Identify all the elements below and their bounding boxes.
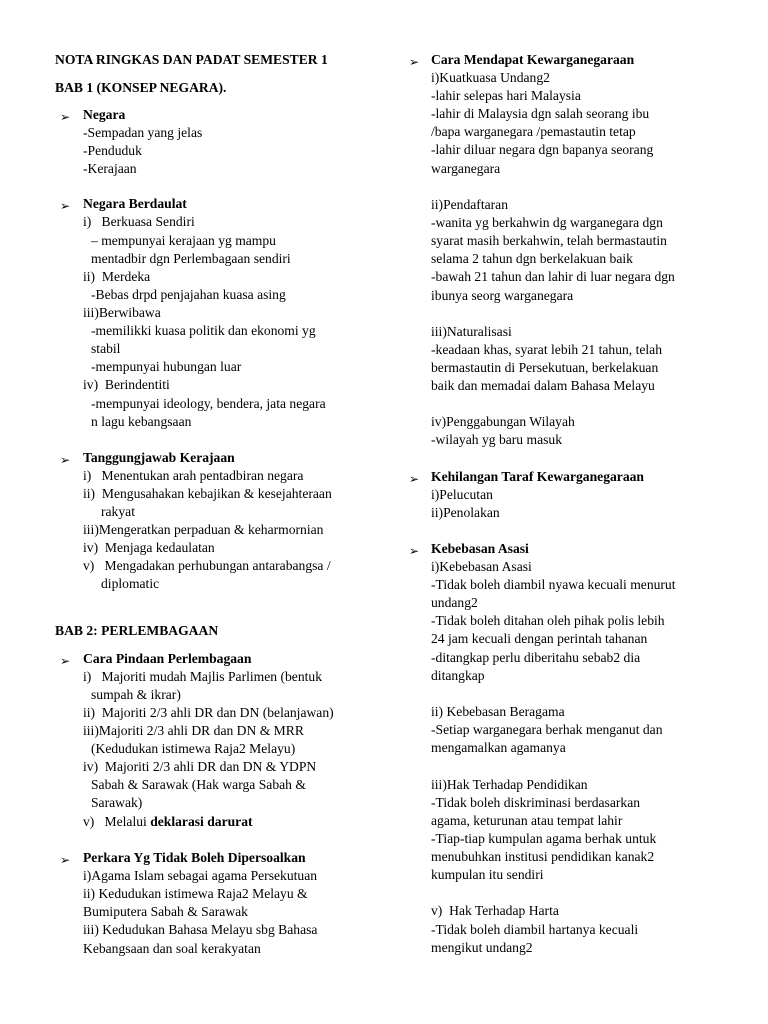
list-item: i) Berkuasa Sendiri [83, 214, 195, 229]
section-heading-negara: Negara [83, 107, 126, 122]
list-item: agama, keturunan atau tempat lahir [431, 813, 623, 828]
list-item: ii)Pendaftaran [431, 197, 508, 212]
list-item: -Tidak boleh diambil hartanya kecuali [431, 922, 639, 937]
list-item: ii) Mengusahakan kebajikan & kesejahteraan [83, 486, 332, 501]
arrow-bullet-icon: ➢ [409, 544, 420, 558]
list-item: stabil [91, 341, 121, 356]
list-item: syarat masih berkahwin, telah bermastautin [431, 233, 667, 248]
list-item: iii)Majoriti 2/3 ahli DR dan DN & MRR [83, 723, 304, 738]
list-item: v) Mengadakan perhubungan antarabangsa / [83, 558, 331, 573]
list-item: bermastautin di Persekutuan, berkelakuan [431, 360, 659, 375]
list-item: -mempunyai ideology, bendera, jata negara [91, 396, 326, 411]
list-item: -memilikki kuasa politik dan ekonomi yg [91, 323, 316, 338]
list-item: -Tiap-tiap kumpulan agama berhak untuk [431, 831, 657, 846]
list-item: ii) Majoriti 2/3 ahli DR dan DN (belanjawan) [83, 705, 334, 720]
list-item: iii)Hak Terhadap Pendidikan [431, 777, 588, 792]
list-item: -Setiap warganegara berhak menganut dan [431, 722, 663, 737]
list-item: ii) Merdeka [83, 269, 151, 284]
list-item: -lahir selepas hari Malaysia [431, 88, 581, 103]
list-item: ii) Kebebasan Beragama [431, 704, 565, 719]
list-item: mengikut undang2 [431, 940, 533, 955]
list-item: i) Menentukan arah pentadbiran negara [83, 468, 304, 483]
arrow-bullet-icon: ➢ [60, 110, 71, 124]
list-item: -Kerajaan [83, 161, 137, 176]
list-item: -keadaan khas, syarat lebih 21 tahun, telah [431, 342, 663, 357]
arrow-bullet-icon: ➢ [409, 55, 420, 69]
list-item: kumpulan itu sendiri [431, 867, 544, 882]
list-item: 24 jam kecuali dengan perintah tahanan [431, 631, 648, 646]
section-heading-tanggungjawab: Tanggungjawab Kerajaan [83, 450, 235, 465]
list-item: ii)Penolakan [431, 505, 500, 520]
list-item: baik dan memadai dalam Bahasa Melayu [431, 378, 655, 393]
list-item: -lahir diluar negara dgn bapanya seorang [431, 142, 654, 157]
list-item: iv) Majoriti 2/3 ahli DR dan DN & YDPN [83, 759, 317, 774]
section-heading-kebebasan: Kebebasan Asasi [431, 541, 529, 556]
list-item: -Bebas drpd penjajahan kuasa asing [91, 287, 286, 302]
list-item: -lahir di Malaysia dgn salah seorang ibu [431, 106, 650, 121]
list-item: rakyat [101, 504, 135, 519]
list-item: -wilayah yg baru masuk [431, 432, 562, 447]
arrow-bullet-icon: ➢ [60, 199, 71, 213]
list-item: iii)Mengeratkan perpaduan & keharmornian [83, 522, 324, 537]
list-item: mengamalkan agamanya [431, 740, 566, 755]
list-item: Sabah & Sarawak (Hak warga Sabah & [91, 777, 306, 792]
list-item: iii)Naturalisasi [431, 324, 512, 339]
list-item: iii) Kedudukan Bahasa Melayu sbg Bahasa [83, 922, 318, 937]
arrow-bullet-icon: ➢ [60, 453, 71, 467]
list-item: ibunya seorg warganegara [431, 288, 574, 303]
list-item: Kebangsaan dan soal kerakyatan [83, 941, 261, 956]
section-heading-pindaan: Cara Pindaan Perlembagaan [83, 651, 252, 666]
section-heading-negara-berdaulat: Negara Berdaulat [83, 196, 187, 211]
list-item: -ditangkap perlu diberitahu sebab2 dia [431, 650, 641, 665]
chapter-2-heading: BAB 2: PERLEMBAGAAN [55, 623, 219, 638]
list-item: -mempunyai hubungan luar [91, 359, 242, 374]
list-item: i)Pelucutan [431, 487, 493, 502]
list-item: ii) Kedudukan istimewa Raja2 Melayu & [83, 886, 308, 901]
list-item: ditangkap [431, 668, 485, 683]
list-item: iv)Penggabungan Wilayah [431, 414, 575, 429]
list-item: i)Kebebasan Asasi [431, 559, 532, 574]
list-item: selama 2 tahun dgn berkelakuan baik [431, 251, 633, 266]
arrow-bullet-icon: ➢ [60, 853, 71, 867]
list-item: undang2 [431, 595, 478, 610]
list-item: sumpah & ikrar) [91, 687, 181, 702]
list-item: mentadbir dgn Perlembagaan sendiri [91, 251, 291, 266]
list-item: i)Kuatkuasa Undang2 [431, 70, 550, 85]
list-item: -Tidak boleh ditahan oleh pihak polis lebih [431, 613, 665, 628]
list-item: -bawah 21 tahun dan lahir di luar negara dgn [431, 269, 675, 284]
list-item: iv) Menjaga kedaulatan [83, 540, 215, 555]
list-item: -Sempadan yang jelas [83, 125, 203, 140]
arrow-bullet-icon: ➢ [60, 654, 71, 668]
list-item: v) Hak Terhadap Harta [431, 903, 559, 918]
list-item: menubuhkan institusi pendidikan kanak2 [431, 849, 655, 864]
list-item: i)Agama Islam sebagai agama Persekutuan [83, 868, 318, 883]
list-item: -Penduduk [83, 143, 142, 158]
list-item: i) Majoriti mudah Majlis Parlimen (bentuk [83, 669, 322, 684]
list-item: warganegara [431, 161, 501, 176]
section-heading-kehilangan: Kehilangan Taraf Kewarganegaraan [431, 469, 644, 484]
list-item: n lagu kebangsaan [91, 414, 192, 429]
list-item: /bapa warganegara /pemastautin tetap [431, 124, 636, 139]
list-item: iv) Berindentiti [83, 377, 170, 392]
list-item: -wanita yg berkahwin dg warganegara dgn [431, 215, 663, 230]
section-heading-kewarganegaraan: Cara Mendapat Kewarganegaraan [431, 52, 635, 67]
list-item-prefix: v) Melalui [83, 814, 151, 829]
list-item: Sarawak) [91, 795, 143, 810]
chapter-1-heading: BAB 1 (KONSEP NEGARA). [55, 80, 227, 95]
list-item: Bumiputera Sabah & Sarawak [83, 904, 248, 919]
arrow-bullet-icon: ➢ [409, 472, 420, 486]
list-item: iii)Berwibawa [83, 305, 161, 320]
list-item: diplomatic [101, 576, 160, 591]
list-item-bold: deklarasi darurat [150, 814, 253, 829]
section-heading-perkara: Perkara Yg Tidak Boleh Dipersoalkan [83, 850, 306, 865]
list-item: -Tidak boleh diskriminasi berdasarkan [431, 795, 641, 810]
list-item: -Tidak boleh diambil nyawa kecuali menurut [431, 577, 676, 592]
list-item: (Kedudukan istimewa Raja2 Melayu) [91, 741, 296, 756]
list-item [83, 813, 253, 831]
list-item: – mempunyai kerajaan yg mampu [91, 233, 276, 248]
document-title: NOTA RINGKAS DAN PADAT SEMESTER 1 [55, 52, 328, 67]
